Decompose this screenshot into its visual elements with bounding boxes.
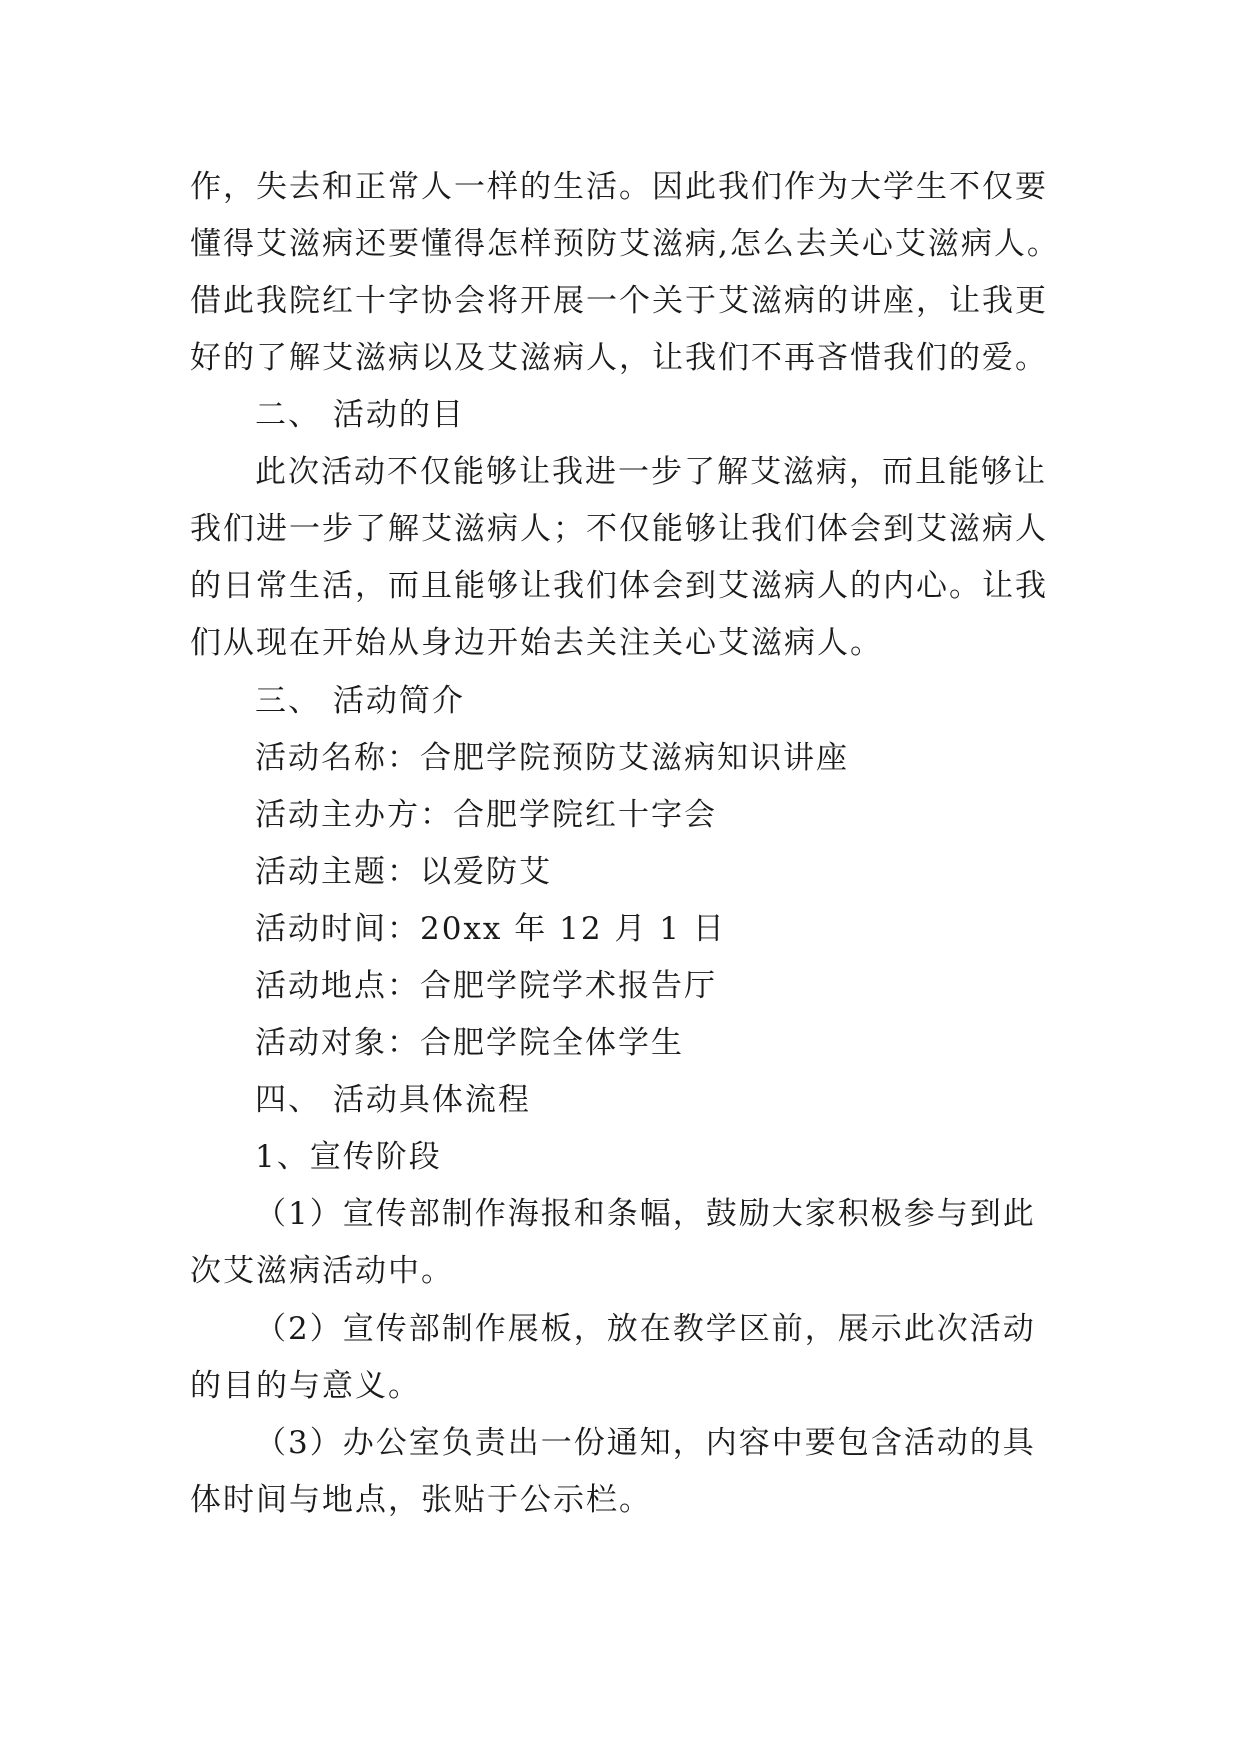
activity-name-line: 活动名称：合肥学院预防艾滋病知识讲座 [255,740,849,776]
purpose-paragraph-line-3: 的日常生活，而且能够让我们体会到艾滋病人的内心。让我 [190,568,1048,604]
activity-time-line: 活动时间：20xx 年 12 月 1 日 [255,911,726,947]
intro-paragraph-line-1: 作，失去和正常人一样的生活。因此我们作为大学生不仅要 [190,169,1048,205]
section-heading-overview: 三、 活动简介 [255,683,465,719]
purpose-paragraph-line-4: 们从现在开始从身边开始去关注关心艾滋病人。 [190,625,883,661]
purpose-paragraph-line-1: 此次活动不仅能够让我进一步了解艾滋病，而且能够让 [255,454,1047,490]
section-heading-process: 四、 活动具体流程 [255,1082,531,1118]
process-item-1-line-1: （1）宣传部制作海报和条幅，鼓励大家积极参与到此 [255,1196,1036,1232]
intro-paragraph-line-3: 借此我院红十字协会将开展一个关于艾滋病的讲座，让我更 [190,283,1048,319]
intro-paragraph-line-4: 好的了解艾滋病以及艾滋病人，让我们不再吝惜我们的爱。 [190,340,1048,376]
purpose-paragraph-line-2: 我们进一步了解艾滋病人；不仅能够让我们体会到艾滋病人 [190,511,1048,547]
process-item-3-line-2: 体时间与地点，张贴于公示栏。 [190,1482,652,1518]
section-heading-purpose: 二、 活动的目 [255,397,465,433]
process-item-2-line-1: （2）宣传部制作展板，放在教学区前，展示此次活动 [255,1311,1036,1347]
activity-theme-line: 活动主题：以爱防艾 [255,854,552,890]
activity-audience-line: 活动对象：合肥学院全体学生 [255,1025,684,1061]
activity-location-line: 活动地点：合肥学院学术报告厅 [255,968,717,1004]
process-item-3-line-1: （3）办公室负责出一份通知，内容中要包含活动的具 [255,1425,1036,1461]
activity-organizer-line: 活动主办方：合肥学院红十字会 [255,797,717,833]
process-item-2-line-2: 的目的与意义。 [190,1368,421,1404]
intro-paragraph-line-2: 懂得艾滋病还要懂得怎样预防艾滋病,怎么去关心艾滋病人。 [190,226,1060,262]
process-item-1-line-2: 次艾滋病活动中。 [190,1253,454,1289]
subheading-publicity-stage: 1、宣传阶段 [255,1139,442,1175]
